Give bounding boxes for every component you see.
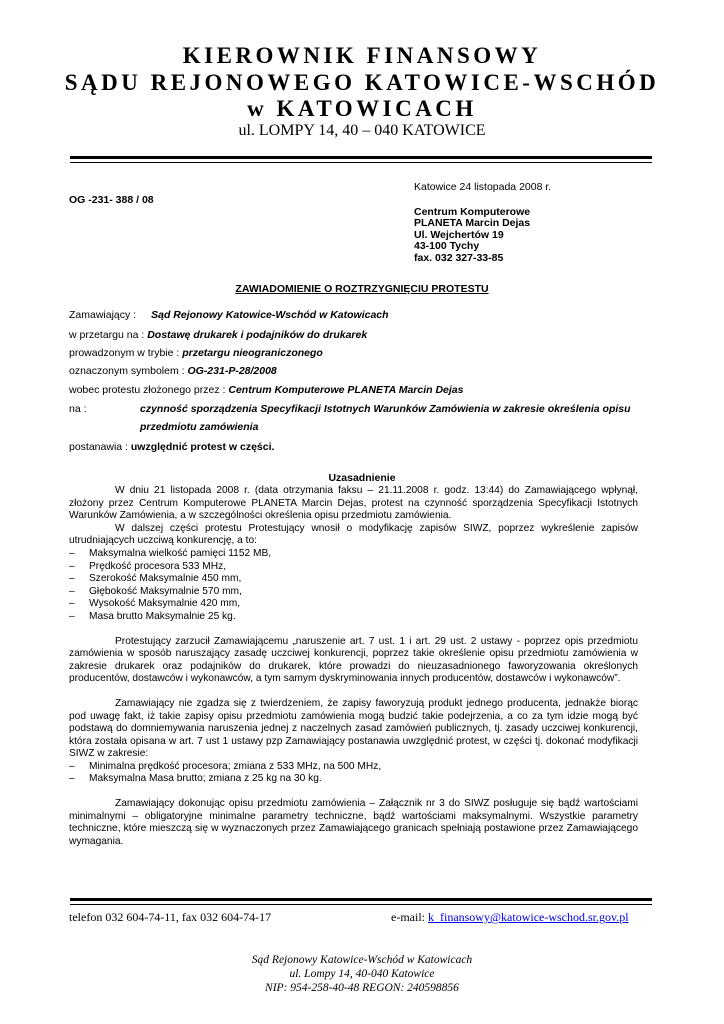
- recipient-line: Centrum Komputerowe: [414, 206, 531, 218]
- field-value: OG-231-P-28/2008: [187, 365, 277, 377]
- field-value: Sąd Rejonowy Katowice-Wschód w Katowicach: [151, 309, 389, 321]
- recipient-line: Ul. Wejchertów 19: [414, 228, 504, 241]
- reference-number: OG -231- 388 / 08: [69, 194, 154, 206]
- date-line: Katowice 24 listopada 2008 r.: [414, 181, 552, 193]
- list-item-text: Głębokość Maksymalnie 570 mm,: [89, 585, 242, 597]
- footer-rule-thick: [70, 898, 652, 901]
- header-rule-thin: [70, 162, 652, 163]
- notice-title-text: ZAWIADOMIENIE O ROZTRZYGNIĘCIU PROTESTU: [235, 283, 489, 295]
- field-protest: [69, 384, 463, 397]
- list-item: – Szerokość Maksymalnie 450 mm,: [69, 573, 242, 585]
- footer-rule-thin: [70, 904, 652, 905]
- footer-email: [391, 910, 629, 924]
- justification-paragraph: Protestujący zarzucił Zamawiającemu „naruszenie art. 7 ust. 1 i art. 29 ust. 2 ustawy - poprzez opis przedmiotu zamówienia w sposób naruszający zasadę uczciwej konkurencji, poprzez takie określenie opisu przedmiotu zamówienia w zakresie drukarek oraz podajników do drukarek, które prowadzi do nieuzasadnionego faworyzowania określonych producentów, dostawców i wykonawców, a tym samym dyskryminowania innych producentów, dostawców i wykonawców”.: [69, 635, 638, 685]
- letterhead-title-line3: w KATOWICACH: [247, 96, 477, 121]
- field-value: uwzględnić protest w części.: [130, 441, 275, 453]
- justification-heading: Uzasadnienie: [328, 472, 396, 484]
- field-na-value-line1: czynność sporządzenia Specyfikacji Istotnych Warunków Zamówienia w zakresie określenia opisu: [140, 403, 631, 415]
- footer-court-ids: NIP: 954-258-40-48 REGON: 240598856: [265, 982, 459, 994]
- justification-paragraph: W dniu 21 listopada 2008 r. (data otrzymania faksu – 21.11.2008 r. godz. 13:44) do Zamawiającego wpłynął, złożony przez Centrum Komputerowe PLANETA Marcin Dejas, protest na czynność sporządzenia Specyfikacji Istotnych Warunków Zamówienia, a w szczególności określenia opisu przedmiotu zamówienia.: [69, 485, 638, 522]
- list-item-text: Wysokość Maksymalnie 420 mm,: [89, 598, 241, 610]
- recipient-line: fax. 032 327-33-85: [414, 251, 504, 264]
- email-link[interactable]: k_finansowy@katowice-wschod.sr.gov.pl: [427, 910, 629, 924]
- field-label: wobec protestu złożonego przez :: [69, 384, 226, 396]
- field-label: oznaczonym symbolem :: [69, 365, 185, 377]
- letterhead-title-line1: KIEROWNIK FINANSOWY: [182, 43, 542, 68]
- list-item: – Masa brutto Maksymalnie 25 kg.: [69, 610, 236, 622]
- field-tryb: [69, 347, 323, 360]
- justification-paragraph: Zamawiający dokonując opisu przedmiotu zamówienia – Załącznik nr 3 do SIWZ posługuje się bądź wartościami minimalnymi – obligatoryjne minimalne parametry techniczne, bądź wartościami maksymalnymi. Wszystkie parametry techniczne, które mieszczą się w wyznaczonych przez Zamawiającego granicach spełniają postawione przez Zamawiającego wymagania.: [69, 798, 638, 847]
- list-item: – Wysokość Maksymalnie 420 mm,: [69, 598, 241, 610]
- field-na-label: na :: [69, 403, 87, 415]
- list-item-text: Prędkość procesora 533 MHz,: [89, 560, 227, 572]
- field-na-value-line2: przedmiotu zamówienia: [140, 421, 259, 433]
- justification-body: [69, 485, 638, 848]
- list-item: – Głębokość Maksymalnie 570 mm,: [69, 585, 242, 597]
- list-item-text: Szerokość Maksymalnie 450 mm,: [89, 573, 242, 585]
- list-item: – Minimalna prędkość procesora; zmiana z 533 MHz, na 500 MHz,: [69, 760, 382, 772]
- list-item: – Maksymalna Masa brutto; zmiana z 25 kg na 30 kg.: [69, 773, 322, 785]
- notice-title: [0, 283, 724, 296]
- field-value: przetargu nieograniczonego: [182, 347, 323, 359]
- recipient-line: 43-100 Tychy: [414, 240, 480, 253]
- field-zamawiajacy: [69, 309, 389, 322]
- letterhead-title-line2: SĄDU REJONOWEGO KATOWICE-WSCHÓD: [64, 70, 660, 95]
- list-item-text: Minimalna prędkość procesora; zmiana z 533 MHz, na 500 MHz,: [89, 760, 382, 772]
- field-label: prowadzonym w trybie :: [69, 347, 180, 359]
- footer-court-address: ul. Lompy 14, 40-040 Katowice: [289, 968, 435, 980]
- field-label: w przetargu na :: [69, 329, 145, 341]
- field-label: postanawia :: [69, 441, 128, 453]
- field-label: Zamawiający :: [69, 309, 137, 321]
- justification-paragraph: W dalszej części protestu Protestujący wnosił o modyfikację zapisów SIWZ, poprzez wykreślenie zapisów utrudniających uczciwą konkurencję, a to:: [69, 522, 638, 547]
- list-item-text: Masa brutto Maksymalnie 25 kg.: [89, 610, 236, 622]
- footer-court-name: Sąd Rejonowy Katowice-Wschód w Katowicach: [251, 954, 473, 966]
- field-value: Dostawę drukarek i podajników do drukarek: [147, 329, 368, 341]
- list-item: – Maksymalna wielkość pamięci 1152 MB,: [69, 547, 272, 559]
- email-label: e-mail:: [391, 910, 425, 924]
- list-item-text: Maksymalna wielkość pamięci 1152 MB,: [89, 547, 272, 559]
- field-postanawia: [69, 441, 274, 454]
- field-przetarg: [69, 329, 367, 342]
- recipient-line: PLANETA Marcin Dejas: [414, 217, 531, 230]
- field-symbol: [69, 365, 277, 378]
- list-item-text: Maksymalna Masa brutto; zmiana z 25 kg na 30 kg.: [89, 773, 322, 785]
- recipient-address: [414, 207, 654, 264]
- justification-paragraph: Zamawiający nie zgadza się z twierdzeniem, że zapisy faworyzują produkt jednego producenta, jednakże biorąc pod uwagę fakt, iż takie zapisy opisu przedmiotu zamówienia mogą budzić takie podejrzenia, a co za tym idzie mogą być podstawą do domniemywania naruszenia jednej z naczelnych zasad zamówień publicznych, tj. zasady uczciwej konkurencji, która została opisana w art. 7 ust 1 ustawy pzp Zamawiający postanawia uwzględnić protest, w części tj. dokonać modyfikacji SIWZ w zakresie:: [69, 697, 638, 760]
- field-value: Centrum Komputerowe PLANETA Marcin Dejas: [228, 384, 464, 396]
- list-item: – Prędkość procesora 533 MHz,: [69, 560, 227, 572]
- footer-phone-fax: telefon 032 604-74-11, fax 032 604-74-17: [69, 910, 272, 924]
- header-rule-thick: [70, 156, 652, 159]
- letterhead-address: ul. LOMPY 14, 40 – 040 KATOWICE: [238, 122, 486, 139]
